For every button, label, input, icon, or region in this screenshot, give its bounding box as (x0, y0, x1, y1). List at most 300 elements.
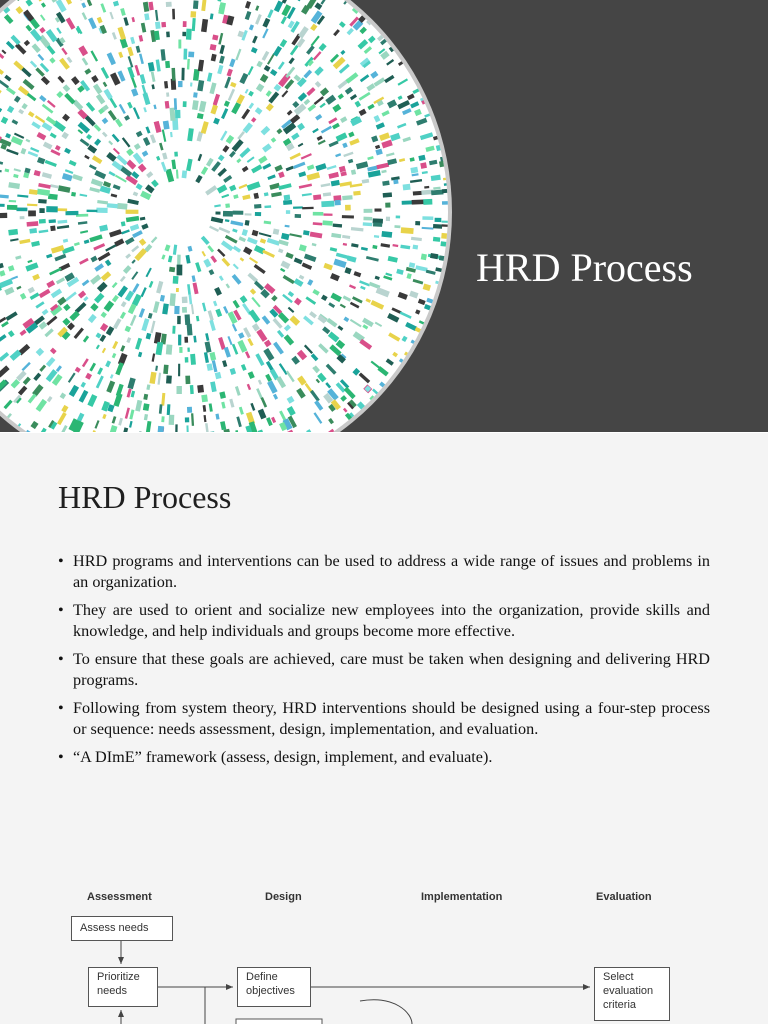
mosaic-tile (502, 65, 515, 74)
mosaic-tile (548, 70, 557, 75)
mosaic-tile (522, 304, 528, 308)
mosaic-tile (345, 205, 351, 211)
mosaic-tile (482, 117, 488, 123)
mosaic-tile (515, 126, 520, 129)
mosaic-tile (454, 312, 465, 319)
mosaic-tile (474, 312, 487, 319)
mosaic-tile (182, 170, 188, 178)
mosaic-tile (177, 255, 181, 266)
mosaic-tile (469, 170, 482, 175)
mosaic-tile (187, 324, 193, 336)
mosaic-tile (464, 104, 476, 111)
mosaic-tile (540, 311, 547, 318)
mosaic-tile (161, 22, 166, 27)
mosaic-tile (412, 200, 424, 205)
mosaic-tile (394, 225, 400, 228)
mosaic-tile (552, 344, 557, 349)
mosaic-tile (431, 190, 444, 196)
mosaic-tile (177, 265, 183, 276)
mosaic-tile (542, 312, 547, 315)
mosaic-tile (548, 107, 562, 115)
mosaic-tile (518, 428, 528, 432)
mosaic-tile (430, 1, 438, 8)
mosaic-tile (488, 32, 496, 39)
mosaic-tile (435, 218, 442, 222)
mosaic-tile (424, 186, 429, 189)
mosaic-tile (570, 320, 575, 327)
mosaic-tile (526, 423, 531, 427)
mosaic-tile (570, 69, 577, 76)
mosaic-tile (457, 334, 466, 340)
mosaic-tile (479, 0, 484, 4)
mosaic-tile (405, 50, 412, 56)
mosaic-tile (167, 404, 171, 415)
mosaic-tile (522, 235, 532, 240)
mosaic-tile (489, 148, 494, 151)
mosaic-tile (453, 14, 459, 20)
mosaic-tile (484, 50, 498, 60)
mosaic-tile (174, 152, 178, 157)
mosaic-tile (593, 235, 602, 238)
mosaic-tile (172, 68, 176, 81)
mosaic-tile (495, 220, 501, 223)
mosaic-tile (535, 374, 548, 382)
mosaic-tile (185, 314, 191, 325)
mosaic-tile (453, 317, 462, 324)
mosaic-tile (469, 88, 479, 96)
bullet-text: Following from system theory, HRD interventions should be designed using a four-step process or sequence: needs assessment, design, implementation, and evaluation. (73, 699, 710, 738)
bullet-glyph: • (58, 601, 64, 619)
mosaic-tile (416, 428, 428, 432)
mosaic-tile (472, 370, 482, 377)
mosaic-tile (472, 166, 477, 171)
mosaic-tile (563, 187, 571, 191)
mosaic-tile (27, 221, 39, 227)
mosaic-tile (467, 114, 479, 122)
mosaic-tile (526, 396, 535, 405)
mosaic-tile (486, 103, 495, 110)
mosaic-tile (413, 11, 420, 18)
column-head-implementation: Implementation (421, 891, 503, 903)
mosaic-tile (436, 90, 450, 100)
mosaic-tile (428, 49, 435, 56)
mosaic-tile (485, 234, 490, 237)
mosaic-tile (461, 175, 471, 179)
mosaic-tile (179, 347, 182, 353)
mosaic-tile (283, 200, 292, 205)
mosaic-tile (210, 44, 217, 51)
mosaic-tile (496, 75, 506, 81)
mosaic-tile (447, 117, 458, 124)
mosaic-tile (495, 346, 505, 353)
mosaic-tile (295, 214, 301, 218)
mosaic-tile (183, 21, 187, 27)
mosaic-tile (187, 407, 192, 413)
mosaic-tile (582, 207, 594, 211)
mosaic-tile (174, 306, 179, 314)
mosaic-tile (158, 426, 164, 432)
mosaic-tile (394, 381, 401, 388)
mosaic-tile (499, 32, 508, 40)
mosaic-tile (381, 231, 392, 238)
mosaic-tile (500, 120, 512, 126)
mosaic-tile (508, 336, 521, 345)
mosaic-tile (458, 372, 471, 381)
mosaic-tile (474, 224, 481, 227)
bullet-item (58, 600, 710, 642)
mosaic-tile (489, 120, 502, 127)
mosaic-tile (523, 87, 531, 92)
mosaic-tile (450, 263, 456, 267)
mosaic-tile (515, 221, 520, 223)
mosaic-tile (0, 431, 3, 432)
mosaic-tile (530, 29, 541, 38)
mosaic-tile (186, 425, 188, 432)
mosaic-tile (173, 276, 179, 284)
mosaic-tile (450, 405, 459, 413)
mosaic-tile (430, 96, 437, 102)
mosaic-tile (485, 368, 493, 375)
mosaic-tile (454, 214, 462, 217)
mosaic-tile (421, 254, 427, 261)
mosaic-tile (433, 224, 442, 229)
mosaic-tile (575, 205, 582, 208)
mosaic-tile (515, 371, 526, 380)
mosaic-tile (406, 35, 418, 45)
mosaic-tile (413, 245, 419, 250)
mosaic-tile (563, 193, 573, 198)
mosaic-tile (494, 225, 501, 228)
mosaic-tile (183, 101, 187, 107)
mosaic-tile (57, 208, 67, 211)
mosaic-tile (87, 210, 98, 213)
mosaic-tile (472, 25, 479, 31)
mosaic-tile (450, 390, 457, 397)
mosaic-tile (517, 106, 529, 115)
mosaic-tile (474, 403, 485, 413)
mosaic-tile (424, 9, 433, 17)
mosaic-tile (390, 31, 396, 37)
mosaic-tile (441, 316, 452, 325)
mosaic-tile (433, 392, 444, 401)
mosaic-tile (494, 213, 501, 215)
mosaic-tile (448, 86, 455, 91)
mosaic-tile (539, 103, 548, 111)
mosaic-tile (452, 205, 465, 208)
mosaic-tile (465, 397, 478, 407)
mosaic-tile (569, 66, 576, 71)
mosaic-tile (374, 208, 381, 211)
mosaic-tile (321, 201, 334, 207)
mosaic-tile (481, 62, 487, 66)
mosaic-tile (503, 358, 509, 363)
mosaic-tile (582, 111, 590, 115)
mosaic-tile (538, 21, 547, 29)
mosaic-tile (521, 153, 526, 156)
mosaic-tile (187, 348, 190, 352)
mosaic-tile (504, 94, 512, 99)
mosaic-tile (284, 195, 291, 201)
mosaic-tile (166, 31, 170, 37)
mosaic-tile (414, 13, 422, 20)
mosaic-tile (423, 43, 436, 54)
mosaic-tile (449, 170, 462, 177)
mosaic-tile (509, 105, 515, 111)
mosaic-tile (530, 428, 540, 432)
mosaic-tile (529, 309, 540, 316)
mosaic-tile (575, 203, 582, 208)
mosaic-tile (463, 134, 475, 142)
mosaic-tile (166, 375, 172, 383)
mosaic-tile (457, 83, 466, 91)
mosaic-tile (524, 382, 531, 388)
mosaic-tile (432, 374, 445, 385)
mosaic-tile (538, 66, 544, 72)
mosaic-tile (485, 189, 490, 192)
mosaic-tile (479, 63, 492, 72)
mosaic-tile (407, 381, 415, 388)
mosaic-tile (531, 81, 541, 89)
mosaic-tile (493, 291, 503, 298)
mosaic-tile (396, 216, 400, 219)
mosaic-tile (515, 190, 521, 193)
mosaic-tile (566, 322, 578, 328)
mosaic-tile (540, 341, 550, 347)
mosaic-tile (529, 406, 542, 417)
mosaic-tile (542, 5, 550, 12)
mosaic-tile (521, 167, 529, 172)
mosaic-tile (548, 97, 555, 103)
mosaic-tile (487, 30, 492, 34)
mosaic-tile (578, 101, 589, 106)
mosaic-tile (383, 0, 395, 6)
mosaic-tile (20, 216, 25, 219)
mosaic-tile (509, 80, 518, 85)
mosaic-tile (185, 357, 189, 362)
mosaic-tile (576, 210, 580, 214)
mosaic-tile (176, 386, 181, 394)
mosaic-tile (517, 142, 526, 147)
mosaic-tile (541, 55, 554, 63)
mosaic-tile (193, 92, 198, 97)
mosaic-tile (452, 422, 458, 428)
mosaic-tile (39, 219, 46, 224)
mosaic-tile (446, 80, 452, 86)
mosaic-tile (470, 118, 479, 126)
mosaic-tile (528, 146, 536, 152)
mosaic-tile (510, 307, 519, 312)
mosaic-tile (478, 337, 486, 343)
mosaic-tile (562, 201, 573, 204)
mosaic-tile (565, 220, 570, 222)
mosaic-tile (469, 338, 474, 342)
mosaic-tile (322, 220, 332, 225)
mosaic-tile (361, 0, 370, 9)
mosaic-tile (183, 49, 187, 60)
mosaic-tile (165, 61, 170, 68)
mosaic-tile (532, 301, 541, 309)
mosaic-tile (433, 237, 440, 242)
mosaic-tile (487, 308, 498, 314)
mosaic-tile (583, 229, 593, 235)
mosaic-tile (571, 170, 581, 175)
mosaic-tile (380, 394, 391, 405)
mosaic-tile (254, 204, 261, 209)
mosaic-tile (441, 359, 454, 370)
mosaic-tile (563, 344, 568, 348)
mosaic-tile (470, 331, 477, 336)
mosaic-tile (182, 32, 186, 36)
mosaic-tile (71, 192, 76, 197)
mosaic-tile (495, 202, 501, 204)
mosaic-tile (568, 356, 575, 362)
mosaic-tile (570, 151, 577, 158)
mosaic-tile (355, 420, 364, 429)
mosaic-tile (398, 0, 408, 4)
mosaic-tile (575, 127, 584, 133)
mosaic-tile (458, 64, 469, 72)
mosaic-tile (178, 335, 181, 346)
mosaic-tile (585, 128, 594, 134)
mosaic-tile (497, 146, 507, 150)
mosaic-tile (587, 144, 599, 150)
mosaic-tile (166, 92, 169, 96)
mosaic-tile (572, 192, 583, 197)
mosaic-tile (441, 381, 452, 389)
mosaic-tile (456, 413, 466, 422)
mosaic-tile (576, 85, 582, 91)
mosaic-tile (391, 32, 400, 41)
mosaic-tile (223, 211, 233, 217)
mosaic-tile (467, 313, 473, 317)
mosaic-tile (524, 16, 533, 24)
mosaic-tile (49, 219, 56, 223)
mosaic-tile (16, 208, 27, 212)
mosaic-tile (405, 417, 411, 423)
bullet-glyph: • (58, 650, 64, 668)
mosaic-tile (464, 33, 475, 41)
mosaic-tile (552, 55, 564, 62)
mosaic-tile (459, 269, 464, 273)
column-head-evaluation: Evaluation (596, 891, 652, 903)
mosaic-tile (528, 318, 535, 323)
mosaic-tile (190, 11, 196, 17)
mosaic-tile (38, 199, 47, 204)
mosaic-tile (342, 215, 354, 218)
mosaic-tile (533, 126, 544, 132)
mosaic-tile (547, 149, 559, 154)
mosaic-tile (176, 288, 179, 292)
mosaic-tile (558, 146, 567, 150)
mosaic-tile (417, 345, 428, 353)
mosaic-tile (461, 221, 474, 225)
mosaic-tile (512, 382, 521, 388)
mosaic-tile (386, 11, 393, 18)
mosaic-tile (476, 148, 487, 155)
bullet-item (58, 649, 710, 691)
mosaic-tile (515, 318, 527, 324)
mosaic-tile (503, 180, 511, 183)
mosaic-tile (363, 425, 373, 432)
mosaic-tile (302, 207, 313, 210)
mosaic-tile (446, 277, 453, 284)
mosaic-tile (542, 117, 550, 121)
mosaic-tile (427, 68, 436, 76)
mosaic-tile (479, 114, 488, 119)
mosaic-tile (398, 24, 404, 30)
mosaic-tile (182, 297, 188, 304)
mosaic-tile (456, 109, 466, 115)
mosaic-tile (521, 116, 530, 122)
mosaic-tile (411, 391, 419, 398)
mosaic-tile (273, 228, 280, 234)
mosaic-tile (423, 80, 431, 88)
mosaic-tile (438, 29, 449, 39)
mosaic-tile (482, 408, 494, 418)
mosaic-tile (174, 98, 177, 110)
bullet-text: “A DImE” framework (assess, design, implement, and evaluate). (73, 748, 493, 766)
mosaic-tile (454, 18, 468, 30)
mosaic-tile (475, 136, 483, 143)
mosaic-tile (431, 1, 440, 9)
mosaic-tile (480, 157, 487, 162)
mosaic-tile (525, 330, 531, 336)
mosaic-tile (537, 413, 550, 424)
mosaic-tile (335, 200, 341, 205)
mosaic-tile (433, 336, 444, 344)
mosaic-tile (500, 115, 510, 122)
mosaic-tile (448, 353, 456, 361)
mosaic-tile (245, 213, 252, 215)
mosaic-tile (482, 95, 495, 104)
mosaic-tile (514, 215, 523, 218)
mosaic-tile (172, 326, 175, 334)
mosaic-tile (444, 3, 450, 8)
mosaic-tile (555, 331, 563, 338)
mosaic-tile (423, 199, 432, 205)
slide1-title: HRD Process (476, 245, 693, 290)
mosaic-tile (457, 108, 463, 112)
mosaic-tile (517, 46, 527, 54)
mosaic-tile (544, 55, 550, 62)
mosaic-tile (553, 201, 562, 206)
mosaic-tile (375, 13, 384, 22)
mosaic-tile (493, 96, 505, 105)
mosaic-tile (594, 191, 601, 194)
mosaic-tile (193, 0, 199, 9)
mosaic-tile (393, 396, 403, 405)
mosaic-tile (566, 63, 577, 70)
mosaic-tile (420, 162, 427, 169)
mosaic-tile (408, 379, 416, 386)
mosaic-tile (8, 229, 18, 236)
bullet-glyph: • (58, 748, 64, 766)
mosaic-tile (481, 3, 488, 9)
mosaic-tile (496, 138, 505, 144)
mosaic-tile (478, 80, 483, 84)
mosaic-tile (484, 425, 494, 432)
mosaic-tile (555, 32, 563, 39)
mosaic-tile (554, 212, 561, 216)
mosaic-tile (532, 118, 542, 125)
mosaic-tile (185, 376, 190, 385)
mosaic-tile (440, 401, 450, 410)
mosaic-tile (460, 297, 469, 302)
mosaic-tile (342, 195, 353, 200)
mosaic-tile (539, 393, 549, 401)
mosaic-tile (559, 321, 565, 326)
mosaic-tile (383, 421, 392, 430)
